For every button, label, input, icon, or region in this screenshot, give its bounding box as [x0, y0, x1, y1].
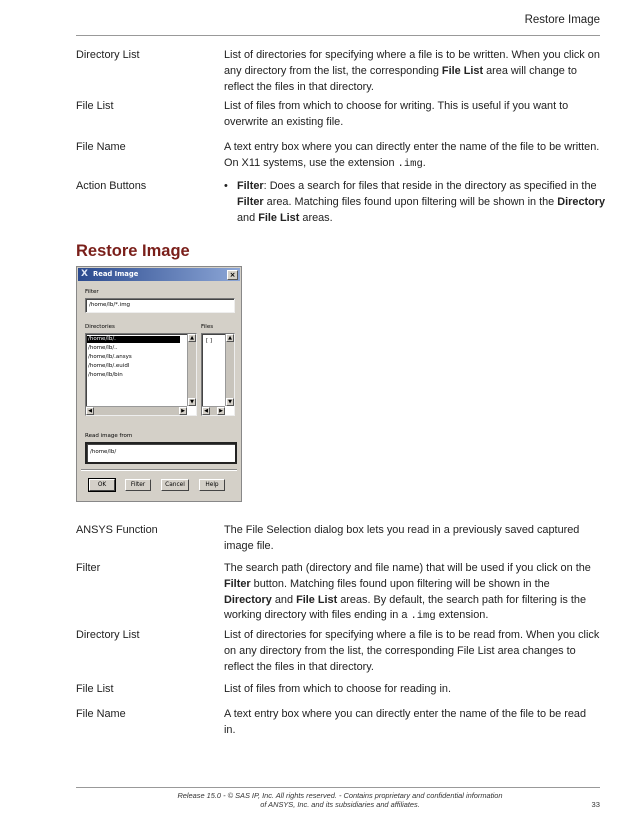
files-label: Files — [201, 324, 214, 330]
directories-label: Directories — [85, 324, 115, 330]
term-label: File List — [76, 683, 114, 695]
term-definition: List of directories for specifying where a file is to be written. When you click on any directory from the list, the corresponding File List area will change to reflect the files in that directory. — [224, 49, 600, 93]
term-definition: The search path (directory and file name) that will be used if you click on the Filter button. Matching files found upon filtering will be shown in the Directory and File List areas. By default, the search path for filtering is the working directory with files ending in a .img extension. — [224, 562, 591, 623]
term-definition: The File Selection dialog box lets you read in a previously saved captured image file. — [224, 524, 580, 552]
help-button[interactable]: Help — [199, 479, 225, 491]
dialog-title: Read Image — [93, 270, 139, 278]
read-from-input-value: /home/lb/ — [90, 449, 117, 455]
dialog-separator — [81, 469, 237, 471]
definition-row — [76, 179, 606, 226]
x-window-icon: X — [81, 269, 88, 279]
term-definition: List of files from which to choose for writing. This is useful if you want to overwrite an existing file. — [224, 100, 569, 128]
running-header-title: Restore Image — [524, 14, 600, 26]
list-item[interactable]: /home/lb/.. — [88, 345, 118, 351]
term-label: Filter — [76, 562, 101, 574]
filter-input[interactable] — [85, 298, 235, 313]
filter-label: Filter — [85, 289, 99, 295]
term-label: Directory List — [76, 49, 140, 61]
bullet-definition: • Filter: Does a search for files that reside in the directory as specified in the Filter area. Matching files found upon filtering will be shown in the Directory and File List areas. — [224, 180, 606, 224]
bullet-icon: • — [224, 180, 228, 192]
directories-horizontal-scrollbar[interactable] — [86, 406, 187, 415]
close-icon[interactable]: × — [227, 270, 238, 280]
list-item[interactable]: [ ] — [206, 338, 213, 344]
list-item[interactable]: /home/lb/.ansys — [88, 354, 132, 360]
filter-button[interactable]: Filter — [125, 479, 151, 491]
read-image-dialog — [76, 266, 242, 502]
list-item[interactable]: /home/lb/.euidl — [88, 363, 130, 369]
read-from-input[interactable] — [85, 442, 237, 464]
page-number: 33 — [591, 800, 600, 809]
scroll-left-icon[interactable]: ◀ — [86, 407, 94, 415]
read-from-label: Read image from — [85, 433, 133, 439]
dialog-titlebar[interactable] — [78, 268, 240, 281]
list-item[interactable]: /home/lb/. — [87, 336, 180, 343]
term-label: File List — [76, 100, 114, 112]
scroll-up-icon[interactable]: ▲ — [188, 334, 196, 342]
header-rule — [76, 35, 600, 36]
directories-list[interactable] — [85, 333, 197, 416]
scroll-left-icon[interactable]: ◀ — [202, 407, 210, 415]
term-definition: List of files from which to choose for reading in. — [224, 683, 451, 695]
term-label: Directory List — [76, 629, 140, 641]
term-label: Action Buttons — [76, 180, 147, 192]
files-list[interactable] — [201, 333, 235, 416]
files-vertical-scrollbar[interactable] — [225, 334, 234, 406]
footer-legal-text — [150, 791, 530, 809]
directories-vertical-scrollbar[interactable] — [187, 334, 196, 406]
term-definition: List of directories for specifying where a file is to be read from. When you click on any directory from the list, the corresponding File List area changes to reflect the files in that directory. — [224, 629, 600, 673]
footer-line-2: of ANSYS, Inc. and its subsidiaries and affiliates. — [260, 800, 420, 809]
cancel-button[interactable]: Cancel — [161, 479, 189, 491]
scroll-right-icon[interactable]: ▶ — [217, 407, 225, 415]
term-definition: A text entry box where you can directly enter the name of the file to be read in. — [224, 708, 587, 736]
scroll-down-icon[interactable]: ▼ — [188, 398, 196, 406]
term-definition: A text entry box where you can directly enter the name of the file to be written. On X11 systems, use the extension .img. — [224, 141, 600, 170]
list-item[interactable]: /home/lb/bin — [88, 372, 123, 378]
scroll-up-icon[interactable]: ▲ — [226, 334, 234, 342]
ok-button[interactable]: OK — [89, 479, 115, 491]
term-label: File Name — [76, 708, 126, 720]
footer-rule — [76, 787, 600, 788]
footer-line-1: Release 15.0 - © SAS IP, Inc. All rights reserved. - Contains proprietary and confidential information — [177, 791, 503, 800]
term-label: File Name — [76, 141, 126, 153]
section-title: Restore Image — [76, 242, 190, 260]
term-label: ANSYS Function — [76, 524, 158, 536]
scroll-right-icon[interactable]: ▶ — [179, 407, 187, 415]
scroll-down-icon[interactable]: ▼ — [226, 398, 234, 406]
filter-input-value: /home/lb/*.img — [89, 302, 131, 308]
files-horizontal-scrollbar[interactable] — [202, 406, 225, 415]
